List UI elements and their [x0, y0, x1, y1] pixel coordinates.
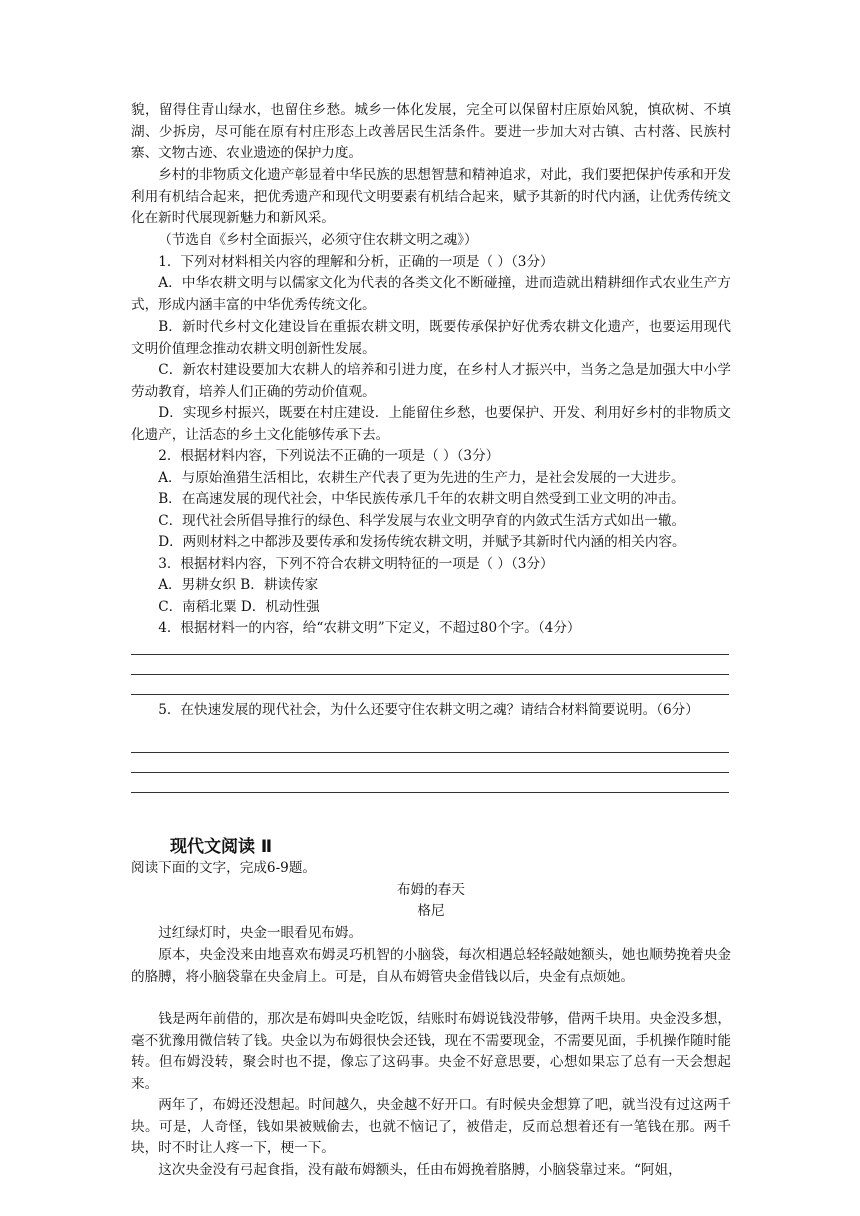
instruction: 阅读下面的文字，完成6-9题。	[131, 860, 317, 876]
answer-line[interactable]	[131, 792, 729, 793]
question-1: 1．下列对材料相关内容的理解和分析，正确的一项是（ ）（3分）	[158, 254, 554, 270]
question-2: 2．根据材料内容，下列说法不正确的一项是（ ）（3分）	[158, 448, 500, 464]
story-paragraph: 两年了，布姆还没想起。时间越久，央金越不好开口。有时候央金想算了吧，就当没有过这两千块。可是，人奇怪，钱如果被贼偷去，也就不恼记了，被借走，反而总想着还有一笔钱在那。两千块，时不时让人疼一下，梗一下。	[131, 1097, 731, 1157]
q1-option-b: B．新时代乡村文化建设旨在重振农耕文明，既要传承保护好优秀农耕文化遗产，也要运用现代文明价值理念推动农耕文明创新性发展。	[131, 319, 731, 357]
question-4: 4．根据材料一的内容，给“农耕文明”下定义，不超过80个字。（4分）	[158, 620, 581, 636]
question-5: 5．在快速发展的现代社会，为什么还要守住农耕文明之魂？请结合材料简要说明。（6分）	[158, 702, 699, 718]
paragraph: 貌，留得住青山绿水，也留住乡愁。城乡一体化发展，完全可以保留村庄原始风貌，慎砍树、不填湖、少拆房，尽可能在原有村庄形态上改善居民生活条件。要进一步加大对古镇、古村落、民族村寨、文物古迹、农业遗迹的保护力度。	[131, 102, 731, 162]
q2-option-a: A．与原始渔猎生活相比，农耕生产代表了更为先进的生产力，是社会发展的一大进步。	[158, 470, 685, 486]
q3-options-cd: C．南稻北粟 D．机动性强	[158, 599, 320, 615]
answer-line[interactable]	[131, 772, 729, 773]
story-title: 布姆的春天	[397, 882, 465, 898]
paragraph: 乡村的非物质文化遗产彰显着中华民族的思想智慧和精神追求，对此，我们要把保护传承和开发利用有机结合起来，把优秀遗产和现代文明要素有机结合起来，赋予其新的时代内涵，让优秀传统文化在新时代展现新魅力和新风采。	[131, 167, 731, 227]
q2-option-c: C．现代社会所倡导推行的绿色、科学发展与农业文明孕育的内敛式生活方式如出一辙。	[158, 513, 686, 529]
q1-option-a: A．中华农耕文明与以儒家文化为代表的各类文化不断碰撞，进而造就出精耕细作式农业生产方式，形成内涵丰富的中华优秀传统文化。	[131, 275, 731, 313]
q3-options-ab: A．男耕女织 B．耕读传家	[158, 577, 319, 593]
answer-line[interactable]	[131, 694, 729, 695]
q2-option-d: D．两则材料之中都涉及要传承和发扬传统农耕文明，并赋予其新时代内涵的相关内容。	[158, 534, 686, 550]
q1-option-c: C．新农村建设要加大农耕人的培养和引进力度，在乡村人才振兴中，当务之急是加强大中小学劳动教育，培养人们正确的劳动价值观。	[131, 362, 731, 400]
story-paragraph: 过红绿灯时，央金一眼看见布姆。	[158, 925, 363, 941]
source-note: （节选自《乡村全面振兴，必须守住农耕文明之魂》）	[158, 232, 478, 248]
q2-option-b: B．在高速发展的现代社会，中华民族传承几千年的农耕文明自然受到工业文明的冲击。	[158, 491, 685, 507]
section-heading: 现代文阅读 Ⅱ	[170, 837, 273, 857]
answer-line[interactable]	[131, 752, 729, 753]
story-author: 格尼	[417, 903, 445, 919]
answer-line[interactable]	[131, 654, 729, 655]
story-paragraph: 这次央金没有弓起食指，没有敲布姆额头，任由布姆挽着胳膊，小脑袋靠过来。“阿姐，	[158, 1162, 682, 1178]
story-paragraph: 原本，央金没来由地喜欢布姆灵巧机智的小脑袋，每次相遇总轻轻敲她额头，她也顺势挽着央金的胳膊，将小脑袋靠在央金肩上。可是，自从布姆管央金借钱以后，央金有点烦她。	[131, 947, 731, 985]
answer-line[interactable]	[131, 674, 729, 675]
story-paragraph: 钱是两年前借的，那次是布姆叫央金吃饭，结账时布姆说钱没带够，借两千块用。央金没多想，毫不犹豫用微信转了钱。央金以为布姆很快会还钱，现在不需要现金，不需要见面，手机操作随时能转。但布姆没转，聚会时也不提，像忘了这码事。央金不好意思要，心想如果忘了总有一天会想起来。	[131, 1011, 731, 1092]
question-3: 3．根据材料内容，下列不符合农耕文明特征的一项是（ ）（3分）	[158, 556, 554, 572]
q1-option-d: D．实现乡村振兴，既要在村庄建设．上能留住乡愁，也要保护、开发、利用好乡村的非物质文化遗产，让活态的乡土文化能够传承下去。	[131, 405, 731, 443]
